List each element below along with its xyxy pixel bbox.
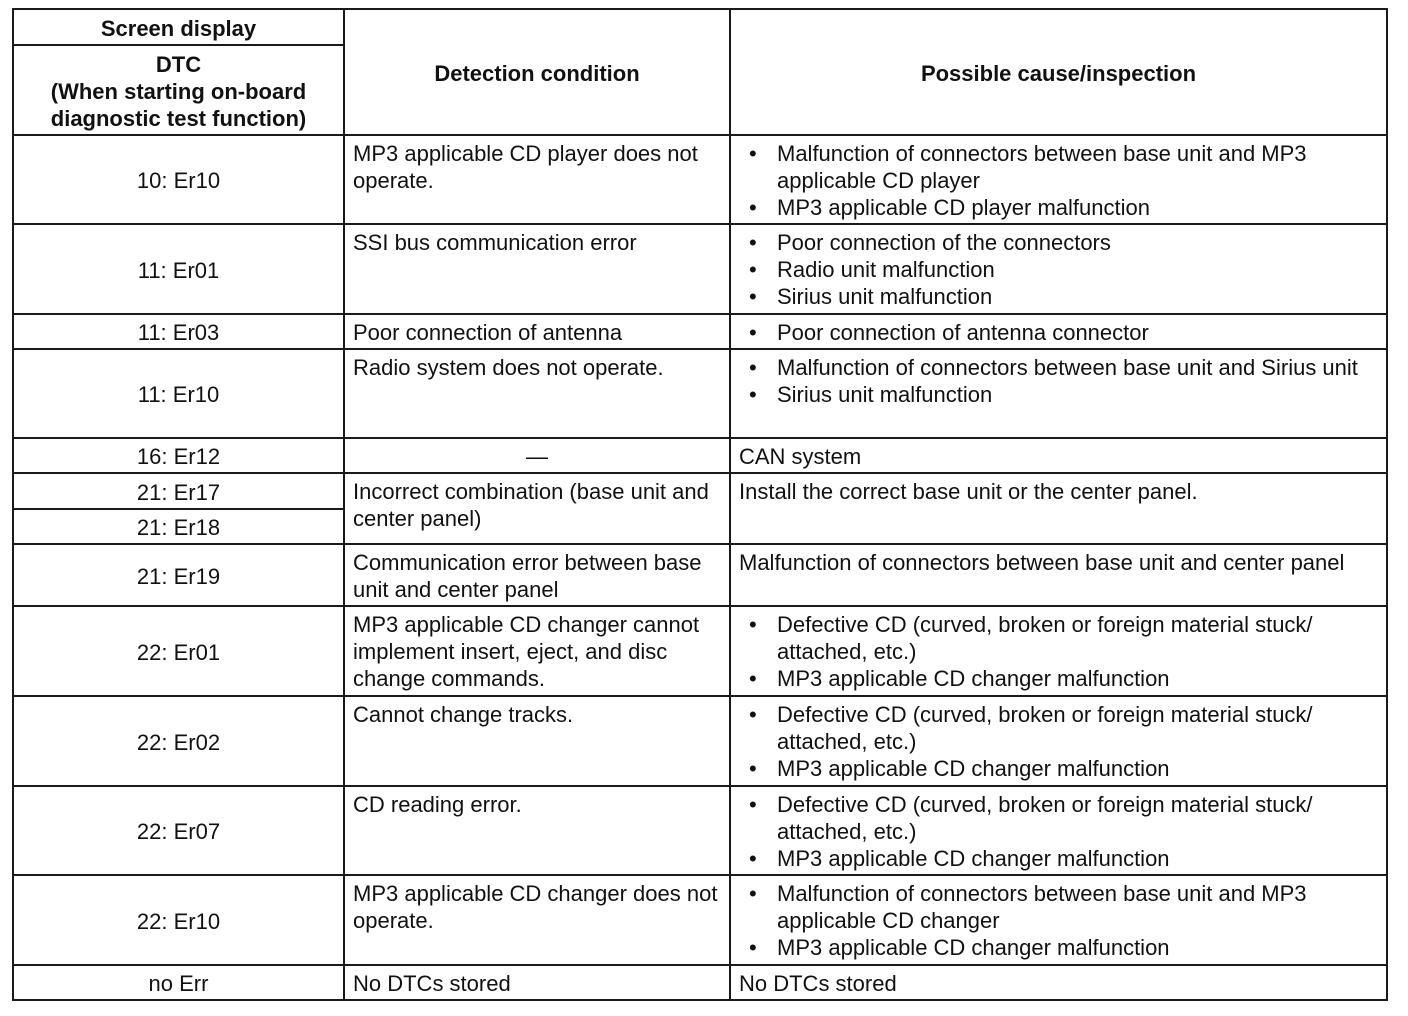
dtc-header-line: diagnostic test function) (50, 105, 307, 131)
screen-display-header: Screen display (13, 9, 344, 45)
possible-cause: No DTCs stored (730, 965, 1387, 1000)
cause-item: • Defective CD (curved, broken or foreign material stuck/ attached, etc.) (777, 701, 1378, 755)
dtc-header-line: DTC (155, 51, 202, 77)
detection-condition: Poor connection of antenna (344, 314, 730, 349)
dtc-code: no Err (13, 965, 344, 1000)
dtc-code: 21: Er18 (13, 509, 344, 544)
possible-cause: Install the correct base unit or the center panel. (730, 473, 1387, 544)
possible-cause (730, 696, 1387, 786)
table-row (13, 438, 1387, 473)
cause-item: • Radio unit malfunction (777, 256, 1378, 283)
cause-item: • MP3 applicable CD changer malfunction (777, 845, 1378, 872)
dtc-code: 10: Er10 (13, 135, 344, 224)
cause-item: • Poor connection of the connectors (777, 229, 1378, 256)
cause-item: • Sirius unit malfunction (777, 381, 1378, 408)
dtc-code: 11: Er01 (13, 224, 344, 314)
table-row (13, 135, 1387, 224)
table-row (13, 349, 1387, 438)
dtc-code: 16: Er12 (13, 438, 344, 473)
possible-cause-header: Possible cause/inspection (730, 9, 1387, 135)
cause-item: • MP3 applicable CD changer malfunction (777, 665, 1378, 692)
cause-item: • Sirius unit malfunction (777, 283, 1378, 310)
cause-list (739, 701, 1378, 782)
table-row (13, 544, 1387, 606)
detection-condition: MP3 applicable CD changer does not operate. (344, 875, 730, 965)
dtc-code: 21: Er19 (13, 544, 344, 606)
cause-item: • MP3 applicable CD changer malfunction (777, 755, 1378, 782)
cause-item: • MP3 applicable CD player malfunction (777, 194, 1378, 221)
detection-condition: Radio system does not operate. (344, 349, 730, 438)
detection-condition: No DTCs stored (344, 965, 730, 1000)
dtc-code: 21: Er17 (13, 473, 344, 509)
dtc-code: 11: Er03 (13, 314, 344, 349)
table-row (13, 965, 1387, 1000)
table-row (13, 473, 1387, 509)
cause-item: • Malfunction of connectors between base unit and MP3 applicable CD player (777, 140, 1378, 194)
possible-cause (730, 875, 1387, 965)
detection-condition-header: Detection condition (344, 9, 730, 135)
cause-list (739, 140, 1378, 221)
cause-list (739, 611, 1378, 692)
table-row (13, 606, 1387, 696)
table-row (13, 314, 1387, 349)
possible-cause (730, 224, 1387, 314)
table-row (13, 786, 1387, 875)
dtc-code: 11: Er10 (13, 349, 344, 438)
dtc-header (13, 45, 344, 135)
detection-condition: — (344, 438, 730, 473)
table-row (13, 875, 1387, 965)
dtc-code: 22: Er07 (13, 786, 344, 875)
dtc-code: 22: Er01 (13, 606, 344, 696)
possible-cause (730, 135, 1387, 224)
detection-condition: Communication error between base unit and center panel (344, 544, 730, 606)
cause-list (739, 354, 1378, 408)
possible-cause (730, 786, 1387, 875)
dtc-code: 22: Er10 (13, 875, 344, 965)
detection-condition: Incorrect combination (base unit and center panel) (344, 473, 730, 544)
possible-cause (730, 349, 1387, 438)
dtc-header-line: (When starting on-board (50, 78, 307, 104)
possible-cause (730, 606, 1387, 696)
table-body (13, 135, 1387, 1000)
cause-item: • Malfunction of connectors between base unit and MP3 applicable CD changer (777, 880, 1378, 934)
possible-cause: Malfunction of connectors between base unit and center panel (730, 544, 1387, 606)
cause-item: • Defective CD (curved, broken or foreign material stuck/ attached, etc.) (777, 611, 1378, 665)
cause-item: • Malfunction of connectors between base unit and Sirius unit (777, 354, 1378, 381)
dtc-code: 22: Er02 (13, 696, 344, 786)
table-row (13, 696, 1387, 786)
cause-item: • Defective CD (curved, broken or foreign material stuck/ attached, etc.) (777, 791, 1378, 845)
detection-condition: MP3 applicable CD player does not operate. (344, 135, 730, 224)
cause-item: • Poor connection of antenna connector (777, 319, 1378, 346)
table-row (13, 224, 1387, 314)
detection-condition: MP3 applicable CD changer cannot implement insert, eject, and disc change commands. (344, 606, 730, 696)
header-row (13, 9, 1387, 45)
cause-item: • MP3 applicable CD changer malfunction (777, 934, 1378, 961)
cause-list (739, 880, 1378, 961)
detection-condition: SSI bus communication error (344, 224, 730, 314)
dtc-table (12, 8, 1388, 1001)
cause-list (739, 229, 1378, 310)
detection-condition: Cannot change tracks. (344, 696, 730, 786)
possible-cause: CAN system (730, 438, 1387, 473)
detection-condition: CD reading error. (344, 786, 730, 875)
cause-list (739, 791, 1378, 872)
cause-list (739, 319, 1378, 346)
possible-cause (730, 314, 1387, 349)
